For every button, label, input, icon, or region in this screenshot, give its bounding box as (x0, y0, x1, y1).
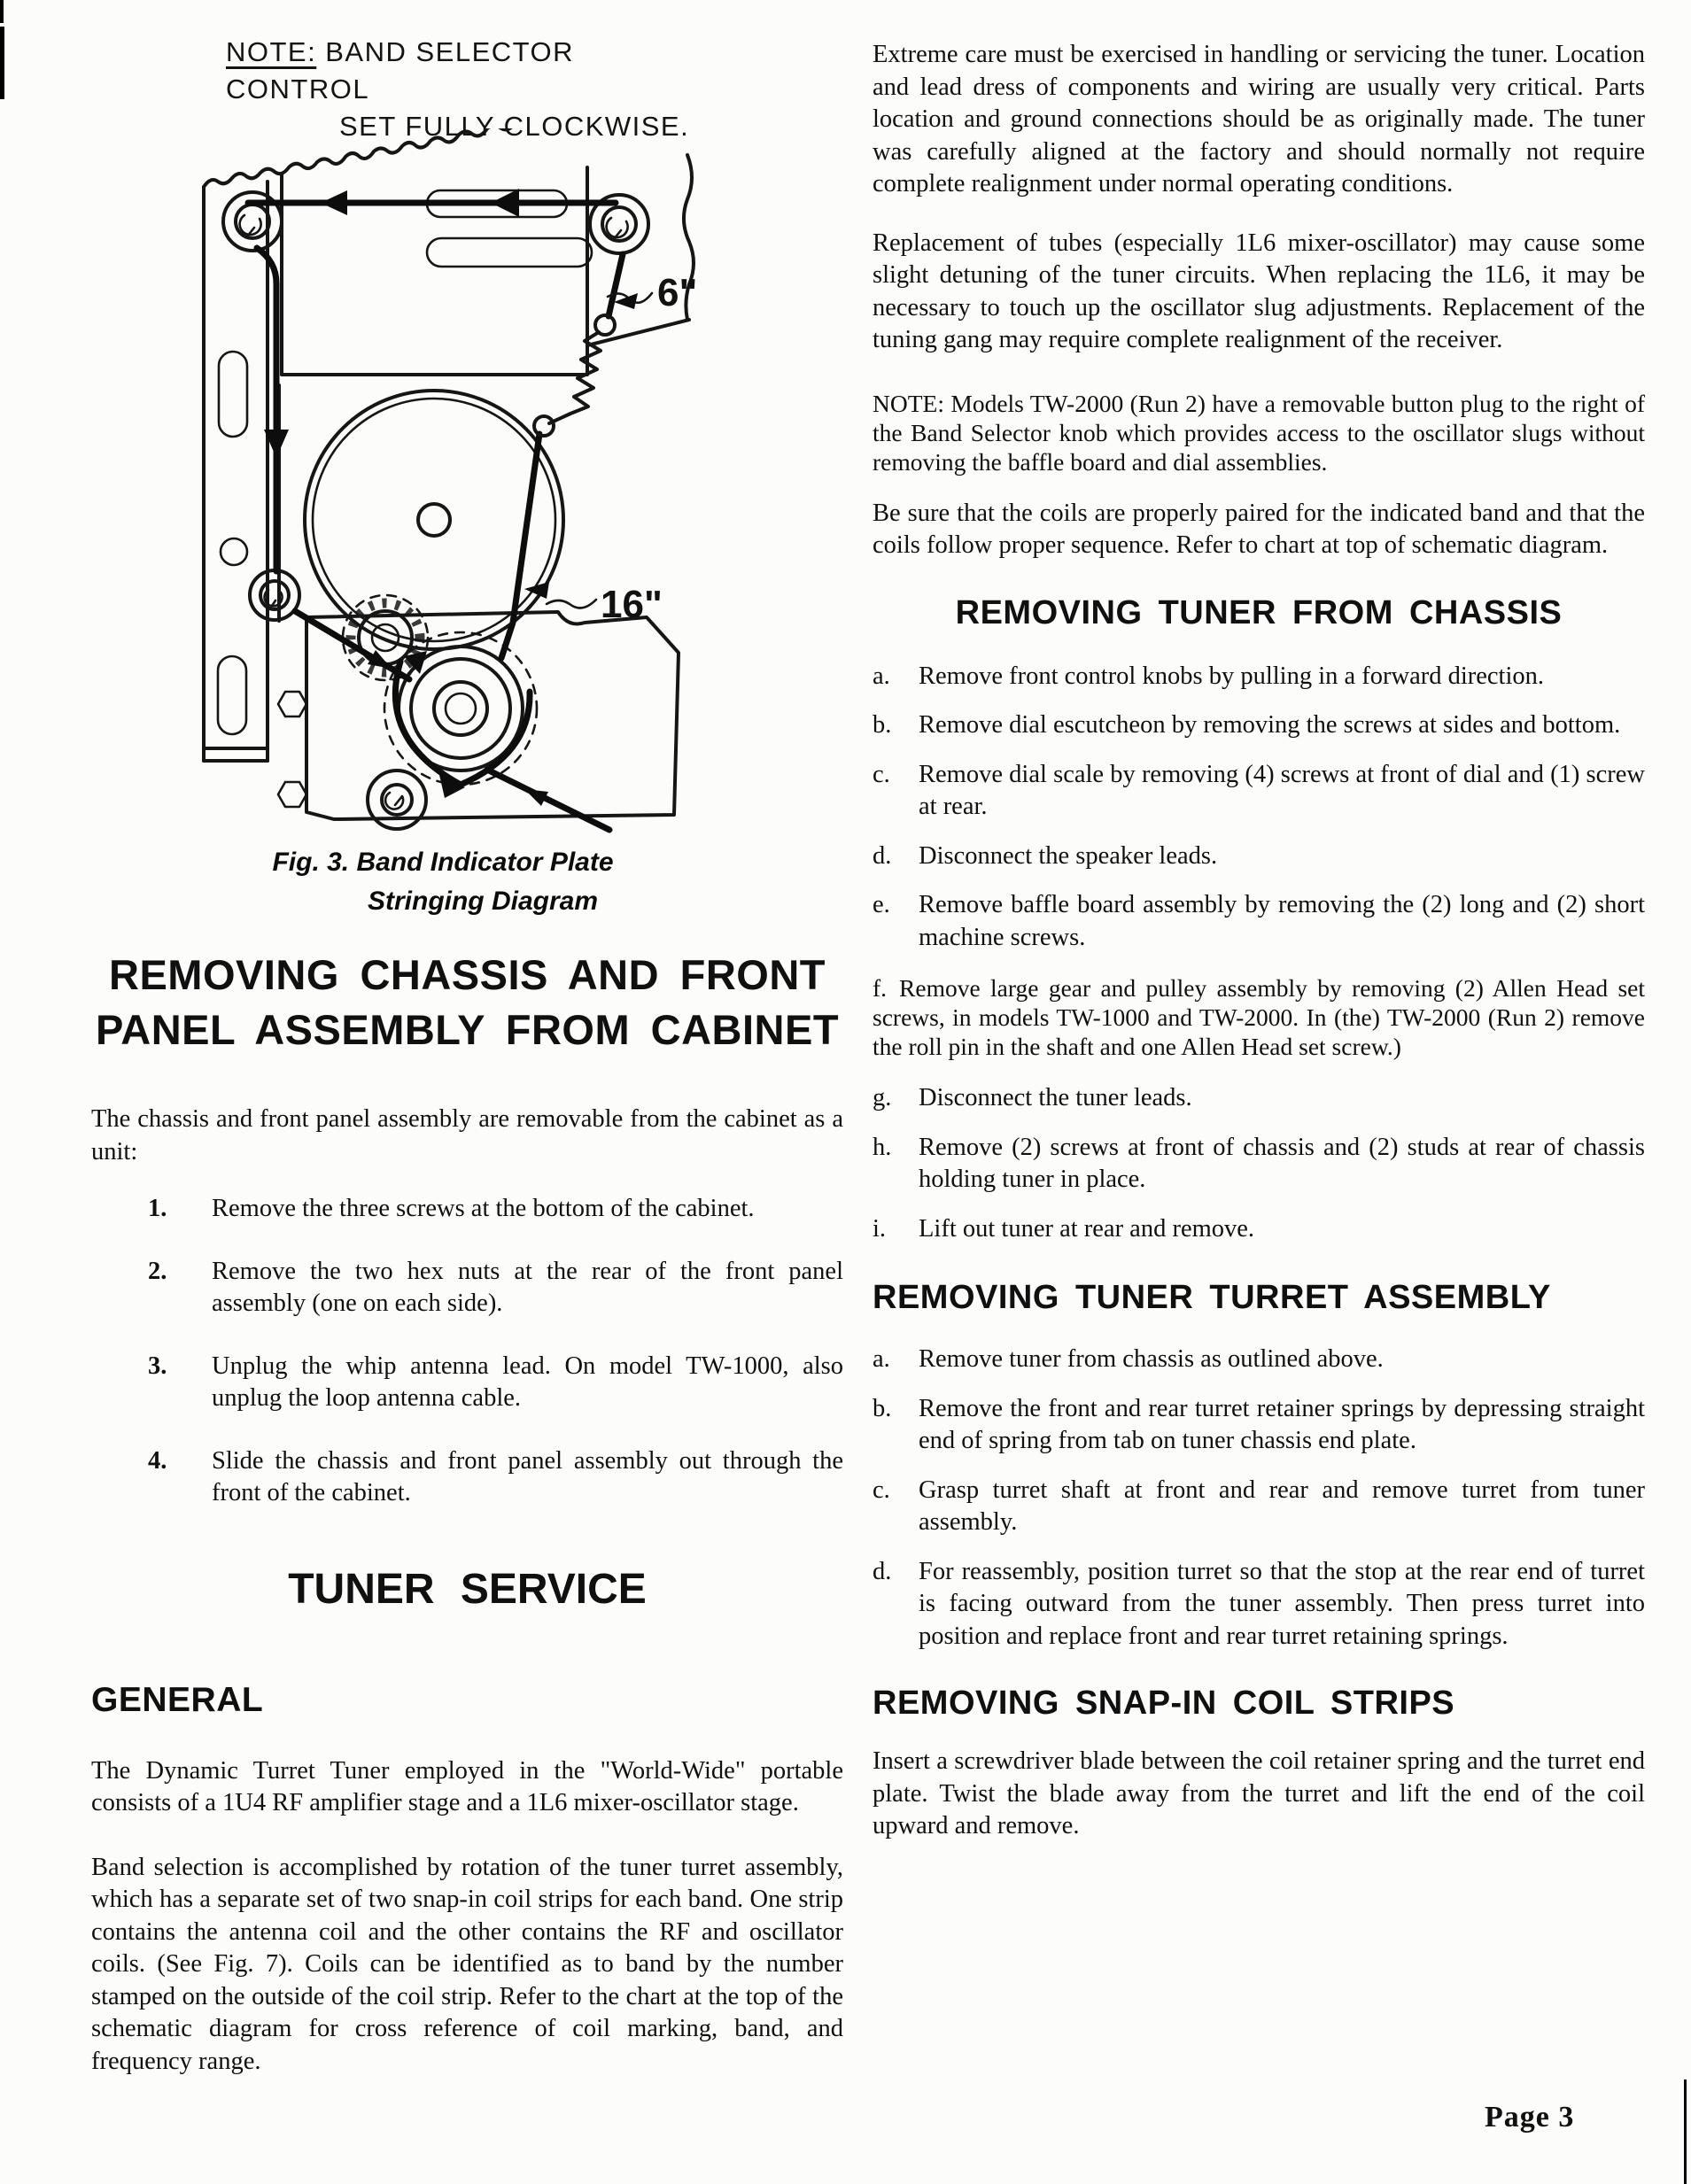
item-number: 3. (148, 1351, 167, 1380)
list-item (873, 1344, 1645, 1376)
item-text: Remove the three screws at the bottom of the cabinet. (212, 1195, 755, 1222)
item-number: 4. (148, 1446, 167, 1475)
list-item (873, 1213, 1645, 1246)
item-text: Remove the front and rear turret retainer springs by depressing straight end of spring from tab on tuner chassis end plate. (919, 1394, 1645, 1454)
item-text: Remove dial escutcheon by removing the screws at sides and bottom. (919, 711, 1621, 739)
list-item-flush (873, 973, 1645, 1061)
item-letter: i. (873, 1214, 887, 1243)
cabinet-steps-list (91, 1193, 843, 1510)
heading-line2: PANEL ASSEMBLY FROM CABINET (95, 1006, 840, 1053)
bracket-slot (219, 352, 247, 437)
item-text: For reassembly, position turret so that the stop at the rear end of turret is facing outward from the tuner assembly. Then press turret into position and replace front and rear turret retaining springs. (919, 1557, 1645, 1650)
scan-edge-artifact (0, 0, 4, 23)
section-heading-tuner-service: TUNER SERVICE (288, 1565, 647, 1613)
item-letter: b. (873, 711, 892, 739)
item-letter: f. (873, 974, 888, 1002)
list-item (873, 759, 1645, 824)
cord-arrow-left (491, 189, 519, 217)
plate-slot (427, 238, 592, 267)
item-letter: c. (873, 1475, 890, 1504)
item-letter: b. (873, 1394, 892, 1422)
list-item (873, 661, 1645, 693)
item-text: Disconnect the speaker leads. (919, 841, 1218, 870)
tube-replacement-paragraph: Replacement of tubes (especially 1L6 mixer-oscillator) may cause some slight detuning of the tuner circuits. When replacing the 1L6, it may be necessary to touch up the oscillator slug adjustments. Replacement of the tuning gang may require complete realignment of the receiver. (873, 228, 1645, 353)
remove-turret-steps-list (873, 1344, 1645, 1653)
section-heading-removing-tuner: REMOVING TUNER FROM CHASSIS (955, 593, 1563, 631)
bracket-hole (221, 538, 247, 565)
remove-tuner-steps-list (873, 661, 1645, 1246)
scan-edge-artifact (0, 27, 4, 99)
list-item (873, 1132, 1645, 1197)
item-text: Remove front control knobs by pulling in a forward direction. (919, 662, 1545, 690)
bottom-grommet (368, 771, 426, 829)
figure-note-line2: SET FULLY CLOCKWISE. (339, 111, 690, 142)
item-letter: h. (873, 1133, 892, 1161)
item-letter: a. (873, 1345, 890, 1373)
subsection-heading-general: GENERAL (91, 1680, 264, 1719)
list-item (148, 1193, 843, 1226)
item-number: 2. (148, 1257, 167, 1285)
section-heading-coil-strips: REMOVING SNAP-IN COIL STRIPS (873, 1684, 1455, 1722)
item-text: Remove tuner from chassis as outlined above. (919, 1345, 1384, 1373)
list-item (873, 889, 1645, 954)
bracket-slot (218, 656, 246, 734)
general-paragraph-1: The Dynamic Turret Tuner employed in the "World-Wide" portable consists of a 1U4 RF amplifier stage and a 1L6 mixer-oscillator stage. (91, 1756, 843, 1816)
figure-caption (151, 843, 735, 921)
figure-caption-line2: Stringing Diagram (367, 887, 599, 916)
coil-pairing-paragraph: Be sure that the coils are properly paired for the indicated band and that the coils follow proper sequence. Refer to chart at top of schematic diagram. (873, 499, 1645, 559)
list-item (873, 1082, 1645, 1115)
left-mounting-bracket (204, 182, 268, 761)
cord-arrow-left (321, 190, 347, 215)
band-indicator-plate-stringing-diagram (115, 128, 718, 850)
item-text: Remove baffle board assembly by removing the (2) long and (2) short machine screws. (919, 891, 1645, 951)
item-number: 1. (148, 1195, 167, 1222)
right-column (873, 39, 1645, 1843)
scan-edge-artifact (1684, 2079, 1687, 2184)
label-16-inch: 16" (601, 583, 663, 626)
drum-center-hole (418, 504, 450, 536)
item-letter: g. (873, 1084, 892, 1111)
left-column (91, 928, 843, 2078)
list-item (873, 1556, 1645, 1653)
page-number: Page 3 (1485, 2101, 1575, 2134)
note-paragraph: NOTE: Models TW-2000 (Run 2) have a removable button plug to the right of the Band Selector knob which provides access to the oscillator slugs without removing the baffle board and dial assemblies. (873, 389, 1645, 476)
dial-backing-plate (279, 167, 592, 649)
general-paragraph-2: Band selection is accomplished by rotation of the tuner turret assembly, which has a separate set of two snap-in coil strips for each band. One strip contains the antenna coil and the other contains the RF and oscillator coils. (See Fig. 7). Coils can be identified as to band by the number stamped on the outside of the coil strip. Refer to the chart at the top of the schematic diagram for cross reference of coil marking, band, and frequency range. (91, 1853, 843, 2075)
torn-plate-edge (204, 128, 684, 187)
idler-pulley (250, 570, 299, 620)
figure-caption-line1: Fig. 3. Band Indicator Plate (272, 848, 614, 877)
item-letter: d. (873, 841, 892, 870)
item-text: Lift out tuner at rear and remove. (919, 1214, 1255, 1243)
hex-nut (278, 692, 306, 716)
coil-strips-paragraph: Insert a screwdriver blade between the coil retainer spring and the turret end plate. Twist the blade away from the turret and lift the end of the coil upward and remove. (873, 1747, 1645, 1839)
list-item (148, 1351, 843, 1415)
section-heading-removing-chassis (91, 948, 843, 1057)
list-item (873, 840, 1645, 873)
list-item (148, 1445, 843, 1510)
item-text: Grasp turret shaft at front and rear and remove turret from tuner assembly. (919, 1475, 1645, 1536)
section-heading-removing-turret: REMOVING TUNER TURRET ASSEMBLY (873, 1279, 1551, 1316)
cabinet-intro-paragraph: The chassis and front panel assembly are removable from the cabinet as a unit: (91, 1105, 843, 1166)
hex-nut (278, 782, 306, 807)
item-letter: e. (873, 891, 890, 918)
item-text: Remove the two hex nuts at the rear of the front panel assembly (one on each side). (212, 1257, 843, 1317)
item-text: Slide the chassis and front panel assembly out through the front of the cabinet. (212, 1446, 843, 1506)
figure-note-line1: BAND SELECTOR CONTROL (226, 36, 575, 105)
heading-line1: REMOVING CHASSIS AND FRONT (109, 951, 826, 998)
item-text: Remove large gear and pulley assembly by removing (2) Allen Head set screws, in models TW-1000 and TW-2000. In (the) TW-2000 (Run 2) remove the roll pin in the shaft and one Allen Head set screw.) (873, 974, 1645, 1060)
item-letter: c. (873, 760, 890, 788)
pulley-bracket-edge (587, 320, 689, 345)
cord-arrow-up (524, 789, 548, 806)
list-item (873, 1475, 1645, 1539)
care-paragraph: Extreme care must be exercised in handling or servicing the tuner. Location and lead dress of components and wiring are usually very critical. Parts location and ground connections should be as originally made. The tuner was carefully aligned at the factory and should normally not require complete realignment under normal operating conditions. (873, 41, 1645, 197)
list-item (148, 1256, 843, 1320)
item-letter: a. (873, 662, 890, 690)
list-item (873, 709, 1645, 742)
item-text: Remove (2) screws at front of chassis and (2) studs at rear of chassis holding tuner in place. (919, 1133, 1645, 1193)
figure-note-label: NOTE: (226, 36, 317, 67)
list-item (873, 1393, 1645, 1458)
item-text: Disconnect the tuner leads. (919, 1084, 1192, 1111)
item-text: Remove dial scale by removing (4) screws at front of dial and (1) screw at rear. (919, 760, 1645, 820)
item-text: Unplug the whip antenna lead. On model TW-1000, also unplug the loop antenna cable. (212, 1351, 843, 1412)
item-letter: d. (873, 1557, 892, 1585)
label-6-inch: 6" (657, 271, 698, 314)
